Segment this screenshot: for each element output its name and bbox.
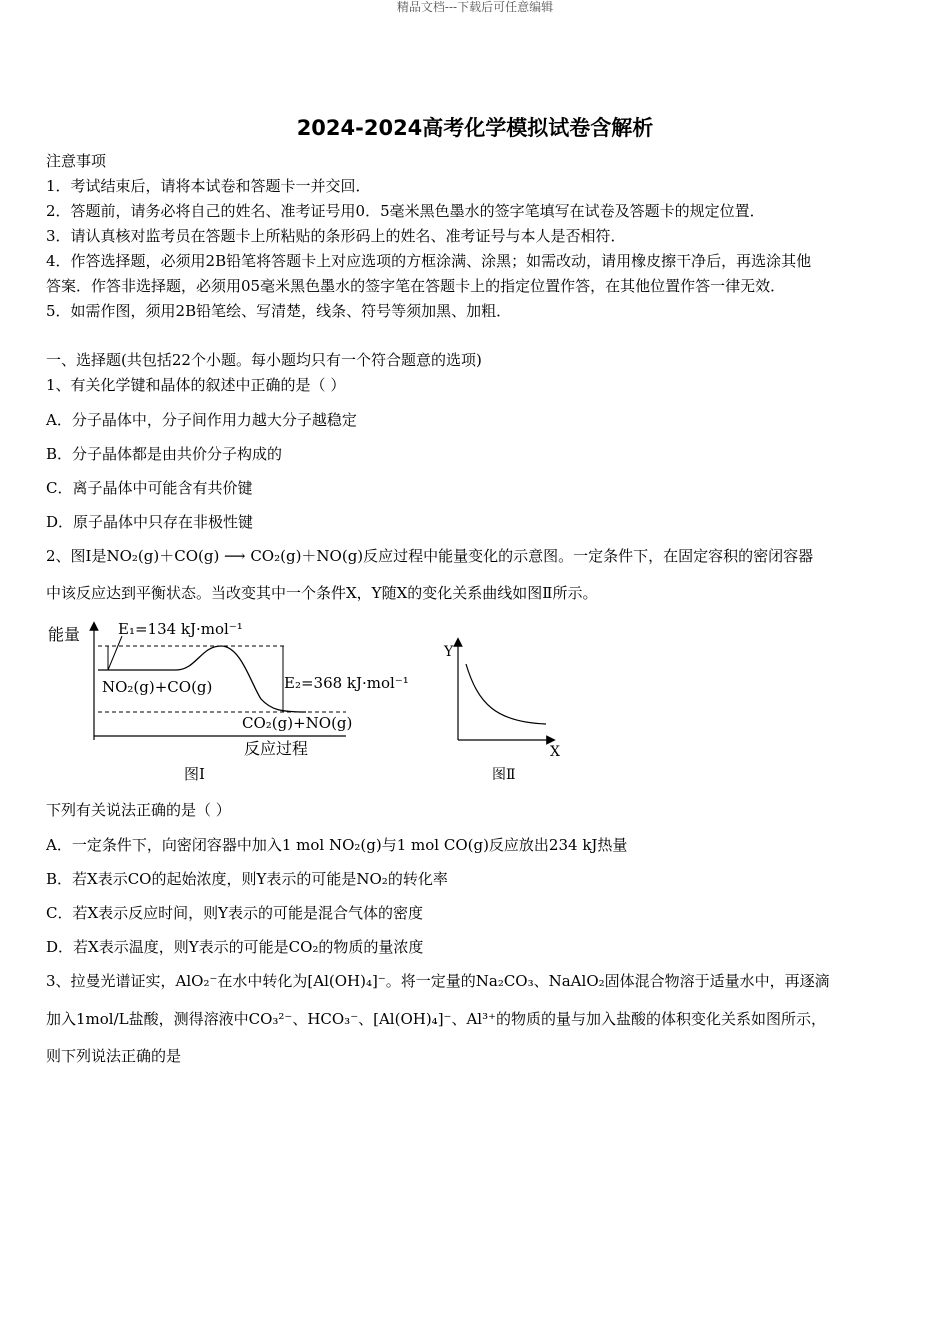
exam-title: 2024-2024高考化学模拟试卷含解析	[296, 116, 654, 140]
notice-item-3: 3．请认真核对监考员在答题卡上所粘贴的条形码上的姓名、准考证号与本人是否相符．	[46, 227, 626, 245]
notice-item-5: 5．如需作图，须用2B铅笔绘、写清楚，线条、符号等须加黑、加粗．	[46, 302, 512, 320]
q2-stem-line1: 2、图Ⅰ是NO₂(g)＋CO(g) ⟶ CO₂(g)＋NO(g)反应过程中能量变化的示意图。一定条件下，在固定容积的密闭容器	[46, 547, 814, 565]
notice-item-4-cont: 答案．作答非选择题，必须用05毫米黑色墨水的签字笔在答题卡上的指定位置作答，在其他位置作答一律无效．	[46, 277, 786, 295]
q2-option-c: C．若X表示反应时间，则Y表示的可能是混合气体的密度	[46, 904, 424, 922]
notice-item-4: 4．作答选择题，必须用2B铅笔将答题卡上对应选项的方框涂满、涂黑；如需改动，请用橡皮擦干净后，再选涂其他	[46, 252, 812, 270]
y-vs-x-graph	[443, 642, 560, 783]
y-curve	[466, 664, 546, 724]
q2-option-b: B．若X表示CO的起始浓度，则Y表示的可能是NO₂的转化率	[46, 870, 448, 888]
q1-option-c: C．离子晶体中可能含有共价键	[46, 479, 253, 497]
q2-ask: 下列有关说法正确的是（ ）	[46, 801, 231, 819]
q1-stem: 1、有关化学键和晶体的叙述中正确的是（ ）	[46, 376, 346, 394]
q1-option-b: B．分子晶体都是由共价分子构成的	[46, 445, 283, 463]
x-axis-label: X	[550, 744, 560, 760]
energy-axis-label: 能量	[48, 625, 81, 644]
q1-option-a: A．分子晶体中，分子间作用力越大分子越稳定	[46, 411, 357, 429]
notice-item-1: 1．考试结束后，请将本试卷和答题卡一并交回．	[46, 177, 371, 195]
notice-item-2: 2．答题前，请务必将自己的姓名、准考证号用0．5毫米黑色墨水的签字笔填写在试卷及答题卡的规定位置．	[46, 202, 765, 220]
q2-stem-line2: 中该反应达到平衡状态。当改变其中一个条件X，Y随X的变化关系曲线如图Ⅱ所示。	[46, 584, 598, 602]
q1-option-d: D．原子晶体中只存在非极性键	[46, 513, 254, 531]
figure-2-caption: 图Ⅱ	[492, 767, 516, 783]
page-header: 精品文档---下载后可任意编辑	[396, 0, 554, 14]
figure-1-caption: 图Ⅰ	[184, 765, 205, 783]
products-label: CO₂(g)+NO(g)	[242, 714, 353, 732]
notice-heading: 注意事项	[46, 152, 107, 170]
y-axis-label: Y	[444, 644, 454, 660]
reactants-label: NO₂(g)+CO(g)	[102, 678, 213, 696]
q2-option-d: D．若X表示温度，则Y表示的可能是CO₂的物质的量浓度	[46, 938, 424, 956]
q3-line1: 3、拉曼光谱证实，AlO₂⁻在水中转化为[Al(OH)₄]⁻。将一定量的Na₂CO₃、NaAlO₂固体混合物溶于适量水中，再逐滴	[46, 972, 830, 990]
section-heading: 一、选择题(共包括22个小题。每小题均只有一个符合题意的选项)	[46, 351, 482, 369]
q3-line2: 加入1mol/L盐酸，测得溶液中CO₃²⁻、HCO₃⁻、[Al(OH)₄]⁻、Al³⁺的物质的量与加入盐酸的体积变化关系如图所示，	[46, 1010, 827, 1028]
e1-leader	[108, 636, 122, 670]
e1-label: E₁=134 kJ·mol⁻¹	[118, 620, 243, 638]
e2-label: E₂=368 kJ·mol⁻¹	[284, 674, 409, 692]
q2-figures	[46, 614, 586, 789]
q2-option-a: A．一定条件下，向密闭容器中加入1 mol NO₂(g)与1 mol CO(g)反应放出234 kJ热量	[46, 836, 628, 854]
energy-diagram	[48, 620, 409, 783]
q3-line3: 则下列说法正确的是	[46, 1047, 182, 1065]
reaction-axis-label: 反应过程	[244, 739, 309, 758]
